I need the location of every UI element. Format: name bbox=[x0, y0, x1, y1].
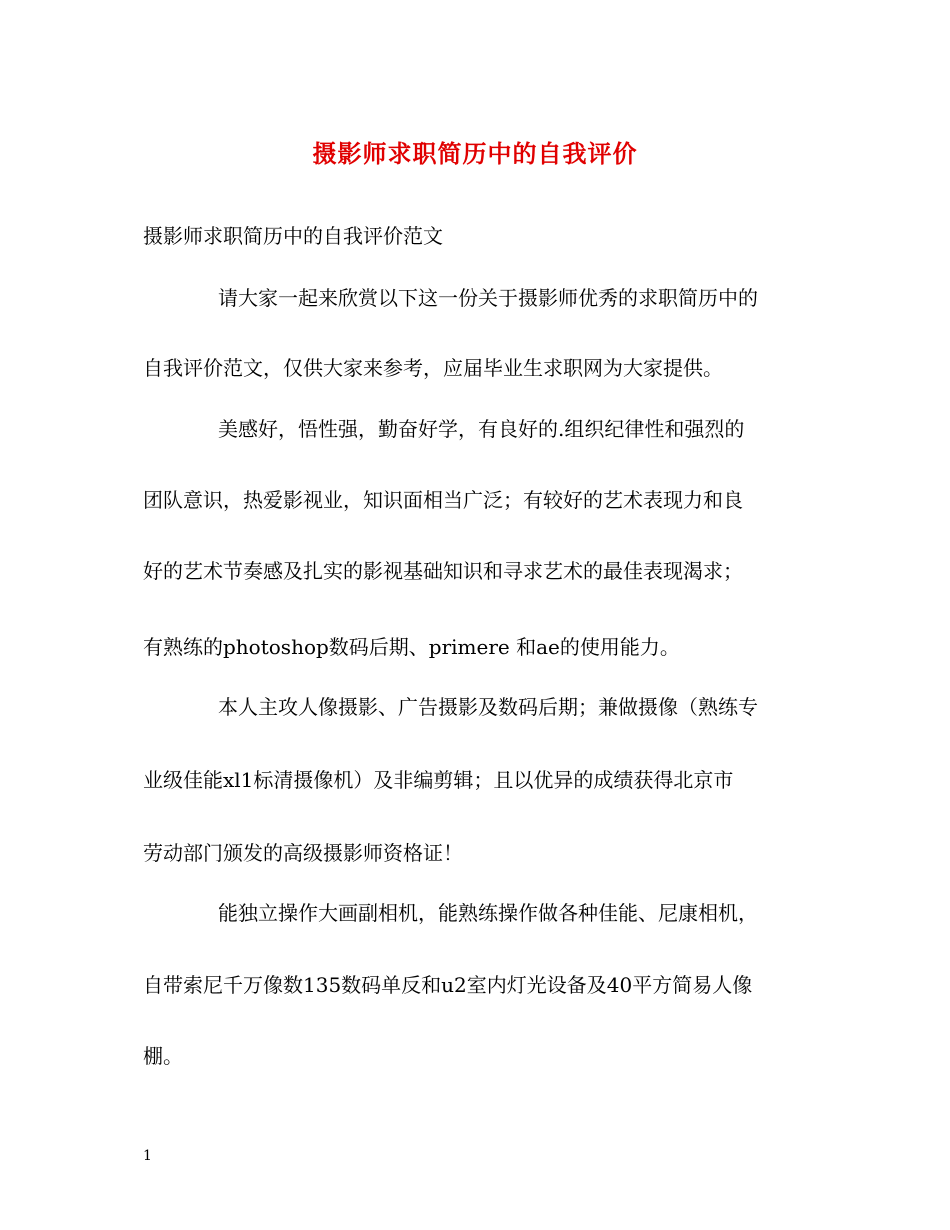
paragraph-line: 本人主攻人像摄影、广告摄影及数码后期；兼做摄像（熟练专 bbox=[218, 695, 758, 719]
paragraph-line: 请大家一起来欣赏以下这一份关于摄影师优秀的求职简历中的 bbox=[218, 286, 758, 310]
paragraph-line: 劳动部门颁发的高级摄影师资格证！ bbox=[143, 841, 463, 865]
paragraph-line: 团队意识，热爱影视业，知识面相当广泛；有较好的艺术表现力和良 bbox=[143, 488, 743, 512]
page-number: 1 bbox=[143, 1148, 152, 1164]
paragraph-line: 好的艺术节奏感及扎实的影视基础知识和寻求艺术的最佳表现渴求； bbox=[143, 559, 743, 583]
document-title: 摄影师求职简历中的自我评价 bbox=[312, 139, 638, 168]
paragraph-line: 有熟练的photoshop数码后期、primere 和ae的使用能力。 bbox=[143, 635, 680, 659]
paragraph-line: 自我评价范文，仅供大家来参考，应届毕业生求职网为大家提供。 bbox=[143, 356, 723, 380]
paragraph-line: 能独立操作大画副相机，能熟练操作做各种佳能、尼康相机， bbox=[218, 901, 758, 925]
paragraph-line: 自带索尼千万像数135数码单反和u2室内灯光设备及40平方简易人像 bbox=[143, 973, 753, 997]
paragraph-line: 美感好，悟性强，勤奋好学，有良好的.组织纪律性和强烈的 bbox=[218, 417, 745, 441]
document-subtitle: 摄影师求职简历中的自我评价范文 bbox=[143, 224, 443, 248]
paragraph-line: 棚。 bbox=[143, 1044, 183, 1068]
paragraph-line: 业级佳能xl1标清摄像机）及非编剪辑；且以优异的成绩获得北京市 bbox=[143, 768, 734, 792]
